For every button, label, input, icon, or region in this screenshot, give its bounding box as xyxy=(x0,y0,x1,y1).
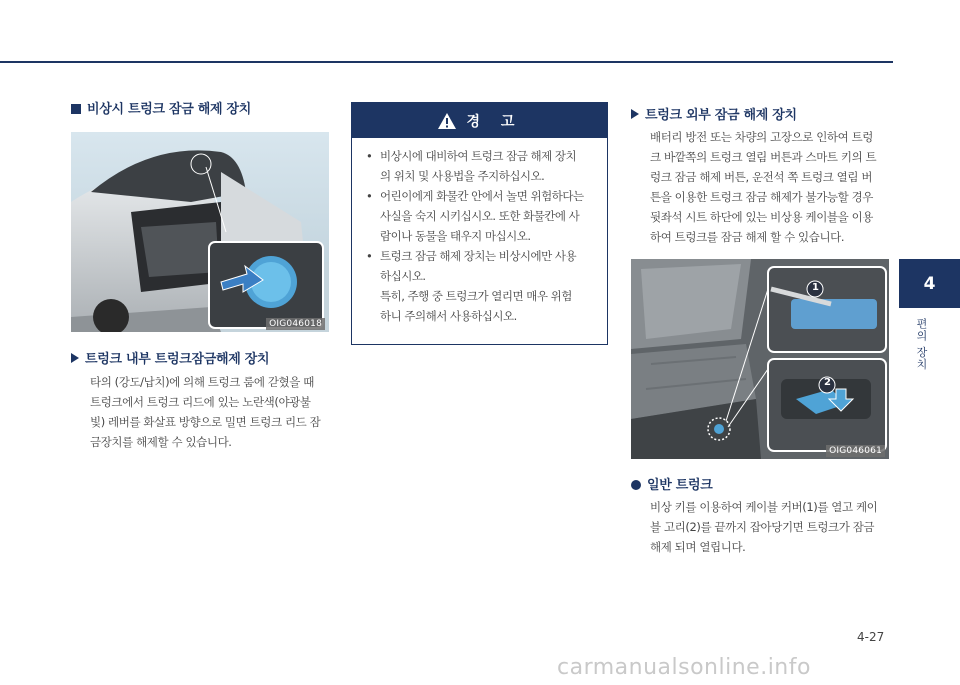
chapter-number: 4 xyxy=(923,273,936,294)
exterior-release-subtitle xyxy=(631,104,797,123)
body-line: 렁크 잠금 해제 버튼, 운전석 쪽 트렁크 열림 버 xyxy=(650,170,873,184)
chapter-label: 편의 장치 xyxy=(915,318,928,371)
photo-code: OIG046018 xyxy=(266,318,325,330)
body-line: 하여 트렁크를 잠금 해제 할 수 있습니다. xyxy=(650,230,845,244)
square-bullet-icon xyxy=(71,104,81,114)
warning-title: 경 고 xyxy=(466,113,523,130)
rear-seat-cable-photo xyxy=(631,259,889,459)
warning-line: 의 위치 및 사용법을 주지하십시오. xyxy=(380,169,545,183)
body-line: 크 바깥쪽의 트렁크 열림 버튼과 스마트 키의 트 xyxy=(650,150,877,164)
warning-line: 어린이에게 화물칸 안에서 놀면 위험하다는 xyxy=(380,189,584,203)
exterior-release-subtitle-text: 트렁크 외부 잠금 해제 장치 xyxy=(645,108,797,123)
warning-item xyxy=(366,146,599,186)
body-line: 뒷좌석 시트 하단에 있는 비상용 케이블을 이용 xyxy=(650,210,874,224)
warning-line: 사실을 숙지 시키십시오. 또한 화물칸에 사 xyxy=(380,209,580,223)
bullet-mark: • xyxy=(366,189,373,203)
warning-box xyxy=(351,102,608,345)
body-line: 비상 키를 이용하여 케이블 커버(1)를 열고 케이 xyxy=(650,500,878,514)
watermark: carmanualsonline.info xyxy=(557,655,811,680)
body-line: 빛) 레버를 화살표 방향으로 밀면 트렁크 리드 잠 xyxy=(90,415,321,429)
callout-1-label: 1 xyxy=(812,282,819,293)
warning-item xyxy=(366,246,599,326)
circle-bullet-icon xyxy=(631,480,641,490)
general-trunk-title-text: 일반 트렁크 xyxy=(647,478,713,493)
warning-item xyxy=(366,186,599,246)
general-trunk-title xyxy=(631,474,713,493)
bullet-mark: • xyxy=(366,249,373,263)
exterior-release-body xyxy=(650,127,892,247)
body-line: 트렁크에서 트렁크 리드에 있는 노란색(야광불 xyxy=(90,395,311,409)
triangle-bullet-icon xyxy=(631,109,639,119)
warning-line: 트렁크 잠금 해제 장치는 비상시에만 사용 xyxy=(380,249,577,263)
interior-release-subtitle-text: 트렁크 내부 트렁크잠금해제 장치 xyxy=(85,352,270,367)
trunk-interior-photo xyxy=(71,132,329,332)
warning-line: 하십시오. xyxy=(380,269,426,283)
body-line: 튼을 이용한 트렁크 잠금 해제가 불가능할 경우 xyxy=(650,190,874,204)
photo-code: OIG046061 xyxy=(826,445,885,457)
body-line: 블 고리(2)를 끝까지 잡아당기면 트렁크가 잠금 xyxy=(650,520,875,534)
warning-line: 비상시에 대비하여 트렁크 잠금 해제 장치 xyxy=(380,149,577,163)
section-title xyxy=(71,98,251,117)
general-trunk-body xyxy=(650,497,892,557)
interior-release-subtitle xyxy=(71,348,269,367)
warning-line: 하니 주의해서 사용하십시오. xyxy=(380,309,517,323)
callout-2-label: 2 xyxy=(824,377,831,388)
page-number: 4-27 xyxy=(857,630,885,644)
body-line: 해제 되며 열립니다. xyxy=(650,540,746,554)
interior-release-body xyxy=(90,372,330,452)
top-rule xyxy=(0,61,893,63)
triangle-bullet-icon xyxy=(71,353,79,363)
warning-line: 람이나 동물을 태우지 마십시오. xyxy=(380,229,531,243)
body-line: 배터리 방전 또는 차량의 고장으로 인하여 트렁 xyxy=(650,130,874,144)
warning-triangle-icon xyxy=(437,112,457,130)
body-line: 금장치를 해제할 수 있습니다. xyxy=(90,435,232,449)
section-title-text: 비상시 트렁크 잠금 해제 장치 xyxy=(87,102,251,117)
bullet-mark: • xyxy=(366,149,373,163)
warning-header xyxy=(352,103,607,138)
body-line: 타의 (강도/납치)에 의해 트렁크 룸에 갇혔을 때 xyxy=(90,375,314,389)
warning-list xyxy=(352,138,607,326)
chapter-tab[interactable] xyxy=(899,259,960,308)
warning-line: 특히, 주행 중 트렁크가 열리면 매우 위험 xyxy=(380,289,572,303)
